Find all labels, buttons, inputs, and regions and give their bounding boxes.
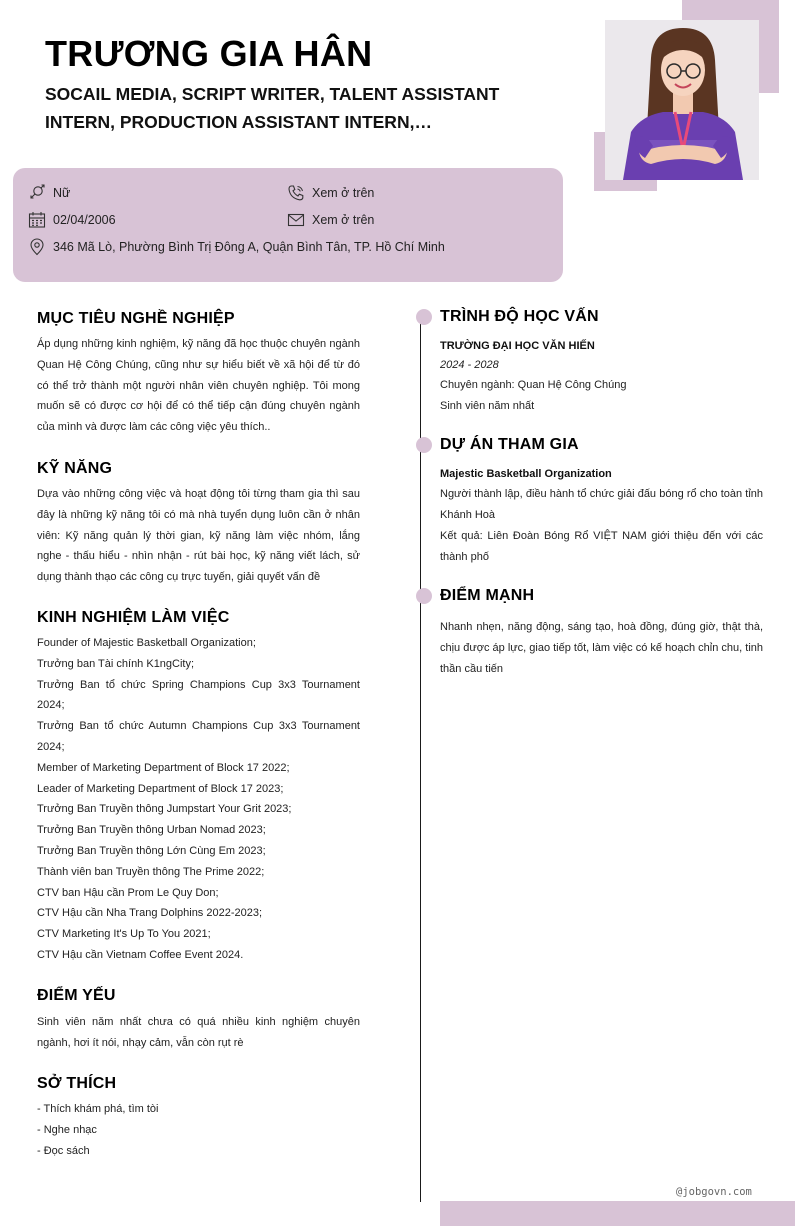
gender-icon <box>28 184 46 202</box>
envelope-icon <box>287 211 305 229</box>
hobbies-heading: SỞ THÍCH <box>37 1075 117 1092</box>
profile-photo <box>605 20 759 180</box>
experience-item: Trưởng Ban Truyền thông Urban Nomad 2023; <box>37 824 266 837</box>
experience-item: Member of Marketing Department of Block 17 2022; <box>37 761 290 774</box>
candidate-name: TRƯƠNG GIA HÂN <box>45 33 373 74</box>
experience-item: Founder of Majestic Basketball Organization; <box>37 637 256 649</box>
decor-block-footer <box>440 1201 795 1226</box>
calendar-icon <box>28 211 46 229</box>
hobby-item: - Thích khám phá, tìm tòi <box>37 1103 159 1115</box>
strengths-heading: ĐIỂM MẠNH <box>440 587 535 604</box>
skills-text: Dựa vào những công việc và hoạt động tôi từng tham gia thì sau đây là những kỹ năng tôi có mà nhà tuyển dụng luôn cần ở nhân viên: Kỹ năng quản lý thời gian, kỹ năng làm việc nhóm, lắng nghe - thấu hiểu - nhìn nhận - rút bài học, kỹ năng viết lách, sử dụng thành thạo các công cụ trực tuyến, giải quyết vấn đề <box>37 488 360 584</box>
hobby-item: - Nghe nhạc <box>37 1123 97 1136</box>
experience-item: CTV Hậu cần Nha Trang Dolphins 2022-2023; <box>37 907 263 920</box>
hobby-item: - Đọc sách <box>37 1144 90 1157</box>
experience-item: Thành viên ban Truyền thông The Prime 2022; <box>37 865 265 878</box>
address-value: 346 Mã Lò, Phường Bình Trị Đông A, Quận Bình Tân, TP. Hồ Chí Minh <box>53 240 445 254</box>
strengths-text: Nhanh nhẹn, năng động, sáng tạo, hoà đồng, đúng giờ, thật thà, chịu được áp lực, giao tiếp tốt, làm việc có kế hoạch chỉn chu, tinh thần cầu tiến <box>440 621 763 675</box>
experience-item: Leader of Marketing Department of Block 17 2023; <box>37 782 284 795</box>
strengths-marker <box>416 588 432 604</box>
gender-value: Nữ <box>53 186 71 200</box>
experience-item: Trưởng Ban Truyền thông Lớn Cùng Em 2023; <box>37 844 266 857</box>
phone-icon <box>287 184 305 202</box>
school-name: TRƯỜNG ĐẠI HỌC VĂN HIẾN <box>440 340 595 352</box>
watermark: @jobgovn.com <box>676 1186 752 1198</box>
project-role: Người thành lập, điều hành tổ chức giải đấu bóng rổ cho toàn tỉnh Khánh Hoà <box>440 488 763 521</box>
education-major: Chuyên ngành: Quan Hệ Công Chúng <box>440 379 627 391</box>
phone-row <box>287 184 374 202</box>
job-title: SOCAIL MEDIA, SCRIPT WRITER, TALENT ASSISTANT INTERN, PRODUCTION ASSISTANT INTERN,… <box>45 84 500 132</box>
experience-item: Trưởng Ban tổ chức Spring Champions Cup 3x3 Tournament 2024; <box>37 678 360 712</box>
location-pin-icon <box>28 238 46 256</box>
gender-row <box>28 184 70 202</box>
education-years: 2024 - 2028 <box>440 359 499 371</box>
education-marker <box>416 309 432 325</box>
projects-heading: DỰ ÁN THAM GIA <box>440 436 579 453</box>
experience-item: CTV Hậu cần Vietnam Coffee Event 2024. <box>37 948 244 961</box>
education-status: Sinh viên năm nhất <box>440 400 535 412</box>
birthday-row <box>28 211 116 229</box>
experience-item: CTV ban Hậu cần Prom Le Quy Don; <box>37 886 219 899</box>
hobbies-list <box>37 1099 360 1161</box>
experience-item: Trưởng ban Tài chính K1ngCity; <box>37 657 195 670</box>
objective-heading: MỤC TIÊU NGHỀ NGHIỆP <box>37 310 235 327</box>
education-heading: TRÌNH ĐỘ HỌC VẤN <box>440 308 599 325</box>
email-row <box>287 211 374 229</box>
objective-text: Áp dụng những kinh nghiệm, kỹ năng đã học thuộc chuyên ngành Quan Hệ Công Chúng, cũng như sự hiểu biết về xã hội để từ đó có thể trở thành một người nhân viên chuyên nghiệp. Tôi mong muốn sẽ có được cơ hội để có thể tiếp cận đúng chuyên ngành của mình và được làm các công việc yêu thích.. <box>37 338 360 434</box>
experience-list <box>37 633 360 966</box>
experience-item: CTV Marketing It's Up To You 2021; <box>37 928 211 941</box>
weakness-text: Sinh viên năm nhất chưa có quá nhiều kinh nghiệm chuyên ngành, hơi ít nói, nhạy cảm, vẫn còn rụt rè <box>37 1016 360 1049</box>
experience-heading: KINH NGHIỆM LÀM VIỆC <box>37 609 230 626</box>
experience-item: Trưởng Ban Truyền thông Jumpstart Your Grit 2023; <box>37 803 292 816</box>
project-name: Majestic Basketball Organization <box>440 468 612 480</box>
birthday-value: 02/04/2006 <box>53 213 116 227</box>
weakness-heading: ĐIỂM YẾU <box>37 987 116 1004</box>
address-row <box>28 238 445 256</box>
email-value: Xem ở trên <box>312 213 375 227</box>
skills-heading: KỸ NĂNG <box>37 460 113 477</box>
projects-marker <box>416 437 432 453</box>
phone-value: Xem ở trên <box>312 186 375 200</box>
project-result: Kết quả: Liên Đoàn Bóng Rổ VIỆT NAM giới thiệu đến với các thành phố <box>440 530 763 563</box>
experience-item: Trưởng Ban tổ chức Autumn Champions Cup 3x3 Tournament 2024; <box>37 720 360 753</box>
